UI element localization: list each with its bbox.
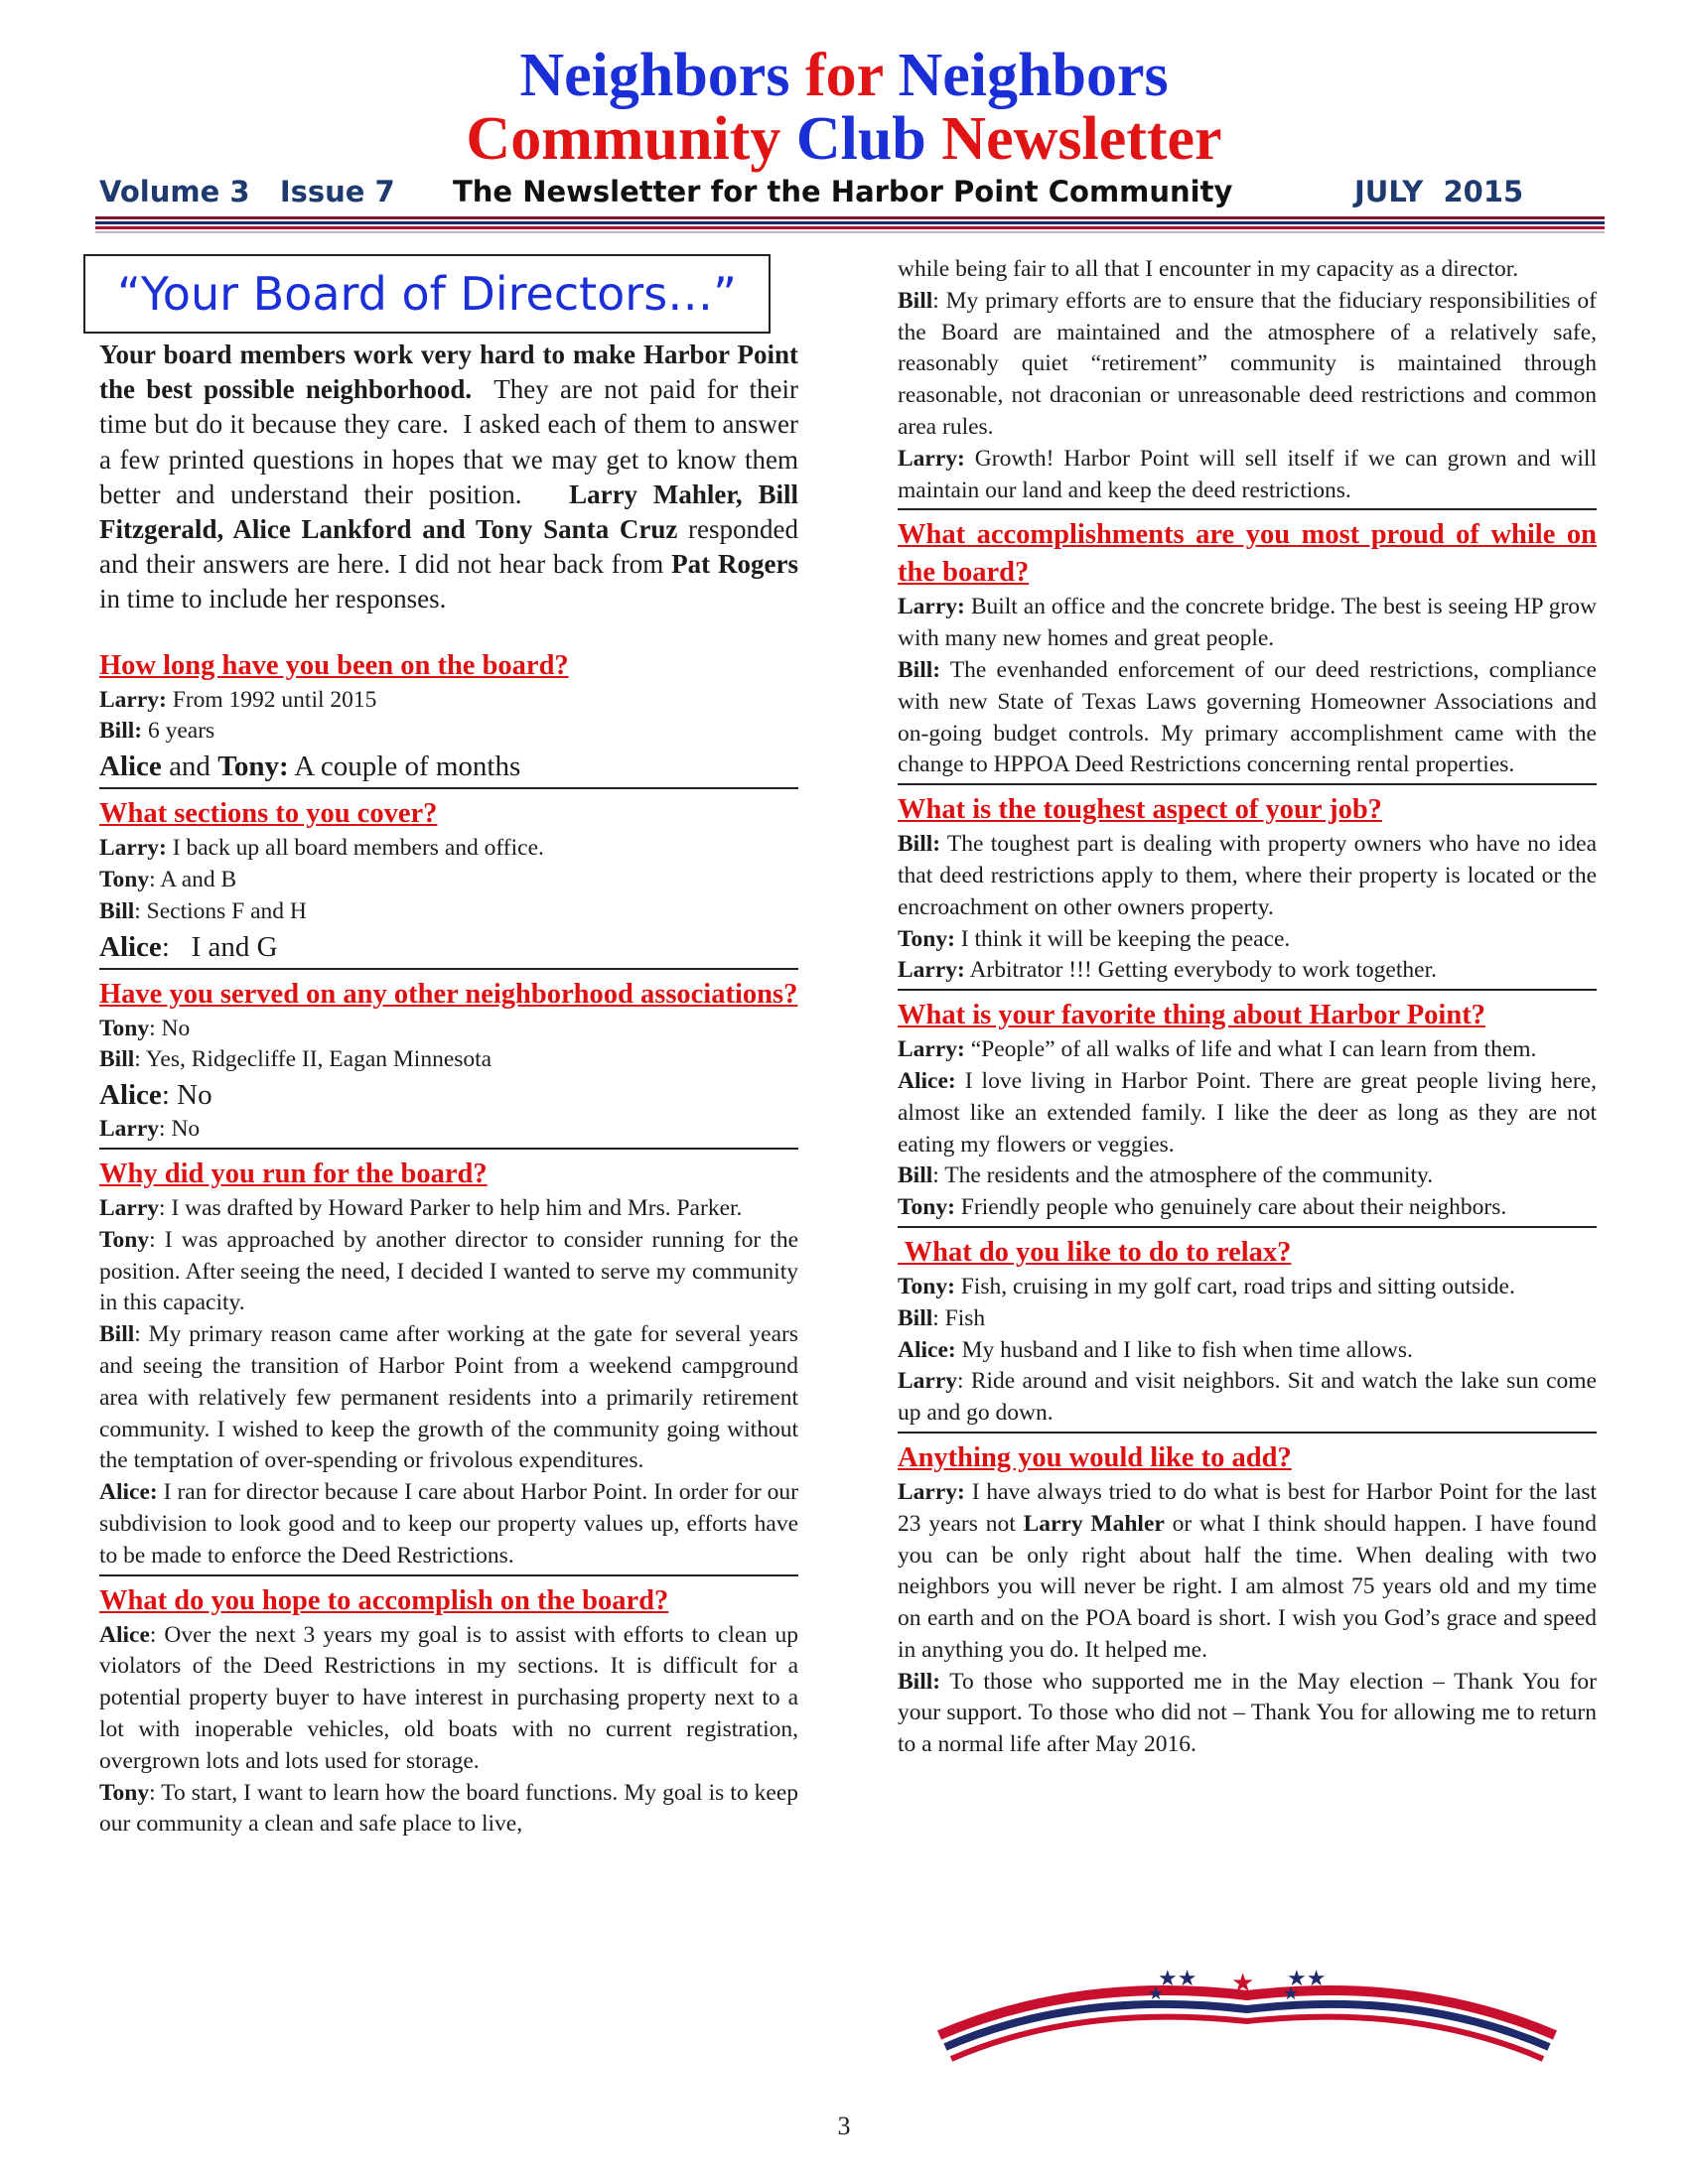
masthead-word: Club <box>795 105 942 173</box>
qa-section <box>99 976 798 1150</box>
answer <box>99 1076 798 1114</box>
answer-text: : Ride around and visit neighbors. Sit and watch the lake sun come up and go down. <box>898 1368 1597 1427</box>
svg-text:★: ★ <box>1148 1983 1165 2004</box>
answer-text: I think it will be keeping the peace. <box>954 925 1291 952</box>
answer-text: : I was drafted by Howard Parker to help him and Mrs. Parker. <box>159 1195 743 1221</box>
question-heading: What do you like to do to relax? <box>898 1236 1292 1268</box>
issue-date: JULY 2015 <box>1354 175 1524 208</box>
answer <box>898 1066 1597 1160</box>
respondent: Bill <box>99 1046 135 1073</box>
qa-section <box>99 1156 798 1576</box>
answer-text: : A and B <box>149 867 237 893</box>
intro-bold: Your board members work very hard to make Harbor Point the best possible neighborhood. <box>99 340 798 405</box>
answer-text: and <box>161 751 218 783</box>
respondent: Tony: <box>898 1194 955 1221</box>
answer-text: Fish, cruising in my golf cart, road trips and sitting outside. <box>954 1273 1515 1299</box>
qa-section <box>898 997 1597 1228</box>
answer <box>898 1272 1597 1303</box>
masthead-word: Neighbors <box>519 42 805 109</box>
answer-text: A couple of months <box>288 751 521 783</box>
answer <box>898 955 1597 987</box>
answer <box>898 1034 1597 1066</box>
question-heading: What accomplishments are you most proud of while on the board? <box>898 519 1597 589</box>
qa-section <box>898 516 1597 785</box>
respondent: Tony: <box>217 751 289 783</box>
answer <box>898 1192 1597 1224</box>
masthead <box>0 44 1688 171</box>
answer-text: : No <box>149 1015 191 1041</box>
respondent: Tony <box>99 867 150 893</box>
respondent: Alice <box>99 930 162 963</box>
volume-issue: Volume 3 Issue 7 <box>99 175 395 208</box>
question-heading: How long have you been on the board? <box>99 649 569 681</box>
answer <box>99 1477 798 1571</box>
issue-bar <box>99 175 1529 214</box>
answer <box>898 592 1597 655</box>
answer <box>99 865 798 896</box>
respondent: Bill <box>99 1321 135 1348</box>
respondent: Bill: <box>898 656 941 683</box>
answer <box>898 924 1597 956</box>
qa-section <box>898 1234 1597 1433</box>
respondent: Larry: <box>99 835 167 862</box>
qa-section <box>99 795 798 969</box>
svg-text:★: ★ <box>1283 1983 1300 2004</box>
answer-continued: while being fair to all that I encounter in my capacity as a director. <box>898 256 1519 282</box>
right-column <box>898 254 1597 1769</box>
masthead-word: Community <box>466 105 796 173</box>
respondent: Bill <box>99 897 135 924</box>
qa-section <box>898 1439 1597 1763</box>
answer <box>898 1160 1597 1192</box>
answer-text: : I and G <box>161 930 278 963</box>
answer <box>99 896 798 928</box>
tagline: The Newsletter for the Harbor Point Community <box>453 175 1233 208</box>
qa-section <box>898 791 1597 991</box>
answer <box>99 716 798 748</box>
answer <box>99 1778 798 1842</box>
answer-text: Built an office and the concrete bridge. The best is seeing HP grow with many new homes and great people. <box>898 594 1597 652</box>
answer-text: My husband and I like to fish when time allows. <box>955 1336 1413 1363</box>
answer-text: : To start, I want to learn how the board functions. My goal is to keep our community a clean and safe place to live, <box>99 1779 798 1838</box>
svg-text:★: ★ <box>1231 1969 1255 1998</box>
question-heading: What is your favorite thing about Harbor Point? <box>898 1000 1485 1031</box>
answer-text: The evenhanded enforcement of our deed restrictions, compliance with new State of Texas Laws governing Homeowner Associations and on-going budget controls. My primary accomplishment came with the change to HPPOA Deed Restrictions concerning rental properties. <box>898 656 1597 778</box>
masthead-line-1 <box>0 44 1688 107</box>
answer-text: 6 years <box>142 718 215 745</box>
respondent: Bill <box>898 287 933 314</box>
question-heading: What sections to you cover? <box>99 798 438 830</box>
respondent: Larry <box>898 1368 958 1395</box>
answer-bold: Larry Mahler <box>1023 1510 1165 1537</box>
answer-text: Arbitrator !!! Getting everybody to work together. <box>964 957 1437 984</box>
left-column <box>99 254 805 1848</box>
respondent: Larry: <box>898 957 965 984</box>
answer-text: : My primary reason came after working at the gate for several years and seeing the transition of Harbor Point from a weekend campground area with relatively few permanent residents into a primarily retirement community. I wished to keep the growth of the community going without the temptation of over-spending or frivolous expenditures. <box>99 1321 798 1474</box>
answer-text: or what I think should happen. I have found you can be only right about half the time. When dealing with two neighbors you will never be right. I am almost 75 years old and my time on earth and on the POA board is short. I wish you God’s grace and speed in anything you do. It helped me. <box>898 1510 1597 1663</box>
respondent: Bill <box>898 1304 933 1331</box>
intro-names: Larry Mahler, Bill Fitzgerald, Alice Lankford and Tony Santa Cruz <box>99 478 798 545</box>
respondent: Larry: <box>898 594 965 620</box>
answer <box>898 1335 1597 1367</box>
answer <box>898 1366 1597 1430</box>
answer-text: From 1992 until 2015 <box>166 686 377 713</box>
answer <box>99 1319 798 1477</box>
answer-text: : Over the next 3 years my goal is to assist with efforts to clean up violators of the Deed Restrictions in my sections. It is difficult for a potential property buyer to have interest in purchasing property next to a lot with inoperable vehicles, old boats with no current registration, overgrown lots and lots used for storage. <box>99 1621 798 1774</box>
respondent: Bill: <box>99 718 143 745</box>
respondent: Larry <box>99 1195 160 1221</box>
answer-text: : The residents and the atmosphere of the community. <box>932 1162 1434 1189</box>
respondent: Larry: <box>898 1036 965 1063</box>
respondent: Larry: <box>898 445 965 472</box>
respondent: Alice: <box>99 1479 158 1506</box>
intro-text: in time to include her responses. <box>99 584 447 614</box>
answer <box>99 685 798 717</box>
masthead-word: for <box>804 42 899 109</box>
respondent: Bill: <box>898 1668 941 1695</box>
answer <box>898 444 1597 507</box>
answer-text: Growth! Harbor Point will sell itself if we can grown and will maintain our land and keep the deed restrictions. <box>898 445 1597 503</box>
answer <box>99 928 798 966</box>
respondent: Alice: <box>898 1336 956 1363</box>
masthead-rules <box>95 216 1605 235</box>
article-title-box <box>83 254 771 334</box>
page-number: 3 <box>837 2112 851 2140</box>
respondent: Alice <box>99 1079 162 1112</box>
question-heading: What is the toughest aspect of your job? <box>898 794 1382 826</box>
qa-section <box>99 647 798 790</box>
answer-text: To those who supported me in the May election – Thank You for your support. To those who did not – Thank You for allowing me to return to a normal life after May 2016. <box>898 1668 1597 1758</box>
answer-text: : Yes, Ridgecliffe II, Eagan Minnesota <box>134 1046 492 1073</box>
answer-text: I ran for director because I care about Harbor Point. In order for our subdivision to look good and to keep our property values up, efforts have to be made to enforce the Deed Restrictions. <box>99 1479 798 1569</box>
respondent: Tony <box>99 1779 150 1806</box>
respondent: Tony: <box>898 925 955 952</box>
answer-text: I back up all board members and office. <box>166 835 544 862</box>
respondent: Tony <box>99 1015 150 1041</box>
answer-text: : Sections F and H <box>134 897 307 924</box>
respondent: Alice <box>99 1621 150 1648</box>
answer-text: : I was approached by another director to consider running for the position. After seeing the need, I decided I wanted to serve my community in this capacity. <box>99 1226 798 1316</box>
respondent: Alice: <box>898 1067 956 1094</box>
respondent: Larry: <box>99 686 167 713</box>
respondent: Larry <box>99 1116 160 1143</box>
answer <box>898 655 1597 781</box>
answer-text: The toughest part is dealing with property owners who have no idea that deed restrictions apply to them, where their property is located or the encroachment on other owners property. <box>898 831 1597 920</box>
intro-text: responded and their answers are here. I did not hear back from <box>99 514 798 580</box>
qa-section-continued <box>898 254 1597 510</box>
respondent: Bill: <box>898 831 941 858</box>
article-intro <box>99 338 805 617</box>
answer <box>99 1620 798 1778</box>
question-heading: Anything you would like to add? <box>898 1441 1292 1473</box>
question-heading: Why did you run for the board? <box>99 1159 488 1189</box>
answer-text: : Fish <box>932 1304 986 1331</box>
answer-text: “People” of all walks of life and what I can learn from them. <box>964 1036 1537 1063</box>
answer <box>898 829 1597 923</box>
respondent: Tony: <box>898 1273 955 1299</box>
answer <box>99 1193 798 1225</box>
question-heading: What do you hope to accomplish on the board? <box>99 1584 669 1616</box>
answer-text: : No <box>159 1116 201 1143</box>
respondent: Alice <box>99 751 162 783</box>
answer <box>99 748 798 785</box>
masthead-line-2 <box>0 107 1688 171</box>
answer-text: I have always tried to do what is best for Harbor Point for the last 23 years not <box>898 1478 1597 1537</box>
article-title: “Your Board of Directors…” <box>116 267 737 321</box>
answer-text: Friendly people who genuinely care about their neighbors. <box>954 1194 1507 1221</box>
answer <box>898 286 1597 444</box>
answer <box>898 1667 1597 1761</box>
respondent: Larry: <box>898 1478 965 1505</box>
answer-text: : No <box>161 1079 212 1112</box>
question-heading: Have you served on any other neighborhood associations? <box>99 978 798 1010</box>
stars-and-stripes-ribbon-icon <box>929 1956 1565 2065</box>
masthead-word: Newsletter <box>941 105 1222 173</box>
intro-name: Pat Rogers <box>671 549 798 580</box>
answer <box>99 1225 798 1319</box>
answer-text: I love living in Harbor Point. There are great people living here, almost like an extended family. I like the deer as long as they are not eating my flowers or veggies. <box>898 1067 1597 1158</box>
masthead-word: Neighbors <box>898 42 1169 109</box>
answer-text: : My primary efforts are to ensure that the fiduciary responsibilities of the Board are maintained and the atmosphere of a relatively safe, reasonably quiet “retirement” community is maintained through reasonable, not draconian or unreasonable deed restrictions and common area rules. <box>898 287 1597 440</box>
answer <box>99 833 798 865</box>
svg-text:★★: ★★ <box>1158 1967 1197 1991</box>
answer <box>898 1477 1597 1667</box>
qa-section <box>99 1582 798 1843</box>
answer <box>99 1114 798 1146</box>
answer <box>898 1303 1597 1335</box>
intro-text: They are not paid for their time but do it because they care. I asked each of them to answer a few printed questions in hopes that we may get to know them better and understand their position. <box>99 374 805 509</box>
answer <box>99 1014 798 1045</box>
answer <box>99 1044 798 1076</box>
respondent: Tony <box>99 1226 150 1253</box>
svg-text:★★: ★★ <box>1287 1967 1327 1991</box>
respondent: Bill <box>898 1162 933 1189</box>
